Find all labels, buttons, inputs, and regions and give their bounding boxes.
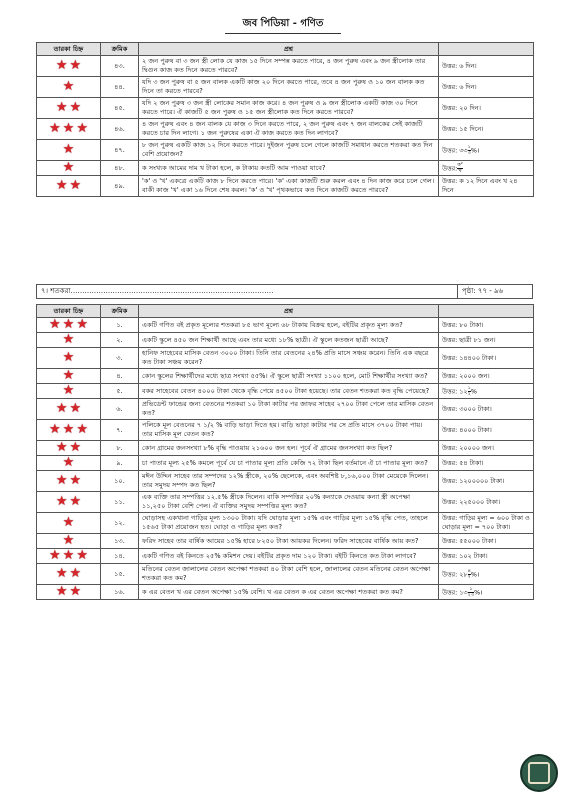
star-icon: ★ [62, 368, 75, 383]
fraction-numerator: ১ [469, 585, 473, 592]
star-rating [37, 492, 101, 513]
question-text: পলিকে মূল বেতনের ৭ ১/২ % বাড়ি ভাড়া দিতে হয়। বাড়ি ভাড়া কাটার পর সে প্রতি মাসে ৩৭০০ টাকা পায়। তার মাসিক মূল বেতন কত? [139, 420, 439, 441]
answer-text [439, 140, 534, 161]
fraction-numerator: ক² [457, 161, 463, 168]
star-icon: ★ [55, 584, 68, 599]
star-rating [37, 513, 101, 534]
serial-number: ৮. [101, 441, 139, 456]
question-text: ২ জন পুরুষ বা ৩ জন স্ত্রী লোক যে কাজ ১৫ দিনে সম্পন্ন করতে পারে, ৪ জন পুরুষ এবং ৯ জন স্ত্রীলোক তার দ্বিগুন কাজ কত দিনে করতে পারবে? [139, 56, 439, 77]
fraction-denominator: ৭ [467, 573, 471, 580]
table-row [37, 585, 534, 600]
answer-text: উত্তর: ৩০০০ টাকা। [439, 399, 534, 420]
table-row [37, 119, 534, 140]
header-serial: ক্রমিক [101, 43, 139, 56]
answer-text: উত্তর: ২০০০ জন। [439, 369, 534, 384]
star-icon: ★ [49, 121, 61, 136]
star-rating [37, 399, 101, 420]
serial-number: ৪৪. [101, 77, 139, 98]
star-rating [37, 420, 101, 441]
table-row [37, 318, 534, 333]
star-rating [37, 56, 101, 77]
header-question: প্রশ্ন [139, 43, 439, 56]
question-text: ৮ জন পুরুষ একটি কাজ ১২ দিনে করতে পারে। দুইজন পুরুষ চলে গেলে কাজটি সমাধান করতে শতকরা কত দিন বেশি প্রয়োজন? [139, 140, 439, 161]
star-icon: ★ [69, 401, 82, 416]
table-row [37, 369, 534, 384]
fraction-denominator: ২৩ [467, 591, 475, 598]
star-icon: ★ [49, 548, 61, 563]
answer-fraction [457, 163, 463, 174]
answer-text: উত্তর: ১৫ দিনে। [439, 119, 534, 140]
star-icon: ★ [55, 58, 68, 73]
star-icon: ★ [69, 100, 82, 115]
serial-number: ৪৬. [101, 119, 139, 140]
table-row [37, 140, 534, 161]
serial-number: ৪৯. [101, 176, 139, 197]
star-rating [37, 333, 101, 348]
fraction-denominator: ৩ [467, 149, 471, 156]
answer-text: উত্তর: ৮০ টাকা। [439, 318, 534, 333]
page-title: জব পিডিয়া - গণিত [242, 18, 324, 29]
star-rating [37, 534, 101, 549]
star-rating [37, 140, 101, 161]
question-text: বকর সাহেবের বেতন ৪০০০ টাকা থেকে বৃদ্ধি পেয়ে ৪৫০০ টাকা হয়েছে। তার বেতন শতকরা কত বৃদ্ধি পেয়েছে? [139, 384, 439, 399]
star-icon: ★ [62, 422, 75, 437]
question-text: যদি ৩ জন পুরুষ বা ৫ জন বালক একটি কাজ ২০ দিনে করতে পারে, তবে ৪ জন পুরুষ ও ১০ জন বালক কত দিনে তা করতে পারবে? [139, 77, 439, 98]
star-icon: ★ [55, 440, 68, 455]
serial-number: ৪৩. [101, 56, 139, 77]
answer-text: উত্তর: ২২৫০০০ টাকা। [439, 492, 534, 513]
table-row [37, 399, 534, 420]
star-icon: ★ [55, 401, 68, 416]
answer-text: উত্তর: ৪০০০ টাকা। [439, 420, 534, 441]
question-text: ৪ জন পুরুষ এবং ৪ জন বালক যে কাজ ৩ দিনে করতে পারে, ২ জন পুরুষ এবং ৭ জন বালকের সেই কাজটি করতে চার দিন লাগে। ১ জন পুরুষের একা ঐ কাজ করতে কত দিন লাগবে? [139, 119, 439, 140]
answer-text [439, 384, 534, 399]
star-icon: ★ [62, 515, 75, 530]
question-text: কোন গ্রামের জনসংখ্যা ৮% বৃদ্ধি পাওয়ায় ২১৬০০ জন হল। পূর্বে ঐ গ্রামের জনসংখ্যা কত ছিল? [139, 441, 439, 456]
star-rating [37, 348, 101, 369]
star-icon: ★ [62, 317, 75, 332]
header-question: প্রশ্ন [139, 305, 439, 318]
answer-text: উত্তর: ১৪৪০০ টাকা। [439, 348, 534, 369]
question-text: একটি গণিত বই প্রকৃত মূল্যের শতকরা ৮৫ ভাগ মূল্যে ৬৮ টাকায় বিক্রয় হলে, বইটির প্রকৃত মূল্য কত? [139, 318, 439, 333]
serial-number: ৬. [101, 399, 139, 420]
answer-text: উত্তর: গাড়ির মূল্য = ৬০০ টাকা ও ঘোড়ার মূল্য = ৭০০ টাকা। [439, 513, 534, 534]
serial-number: ১৩. [101, 534, 139, 549]
table-row [37, 176, 534, 197]
table-row [37, 161, 534, 176]
answer-text: উত্তর: ১০২ টাকা। [439, 549, 534, 564]
star-rating [37, 176, 101, 197]
section-title: ৭। শতকরা…………………………………………………………………………… [41, 287, 274, 295]
star-icon: ★ [55, 473, 68, 488]
table-row [37, 56, 534, 77]
star-rating [37, 456, 101, 471]
title-underline [225, 33, 341, 34]
answer-prefix: উত্তর: ২৮ [442, 570, 468, 578]
serial-number: ৭. [101, 420, 139, 441]
star-icon: ★ [76, 422, 88, 437]
star-icon: ★ [69, 440, 82, 455]
question-text: ঘোড়াসহ একখানা গাড়ির মূল্য ১৩০০ টাকা। যদি ঘোড়ার মূল্য ১৫% এবং গাড়ির মূল্য ১৫% বৃদ্ধি পেত, তাহলে ১৫৬৫ টাকা প্রয়োজন হত। ঘোড়া ও গাড়ির মূল্য কত? [139, 513, 439, 534]
serial-number: ৪৮. [101, 161, 139, 176]
table-row [37, 77, 534, 98]
star-icon: ★ [49, 317, 61, 332]
section-pages: পৃষ্ঠা: ৭৭ - ৯৬ [457, 285, 534, 298]
answer-suffix: %। [470, 146, 480, 154]
question-text: 'ক' ও 'খ' একত্রে একটি কাজ ৮ দিনে করতে পারে। 'ক' একা কাজটি শুরু করল এবং ৪ দিন কাজ করে চলে গেল। বাকী কাজ 'খ' একা ১৬ দিনে শেষ করল। 'ক' ও 'খ' পৃথকভাবে কত দিনে কাজটি করতে পারবে? [139, 176, 439, 197]
table-header [37, 305, 534, 318]
serial-number: ৩. [101, 348, 139, 369]
star-rating [37, 161, 101, 176]
star-icon: ★ [62, 383, 75, 398]
table-header [37, 43, 534, 56]
question-text: চা পাতার মূল্য ২৫% কমলে পূর্বে যে চা পাতার মূল্য প্রতি কেজি ৭২ টাকা ছিল বর্তমানে ঐ চা পাতার মূল্য কত? [139, 456, 439, 471]
serial-number: ৫. [101, 384, 139, 399]
star-icon: ★ [76, 548, 88, 563]
serial-number: ১১. [101, 492, 139, 513]
serial-number: ১৪. [101, 549, 139, 564]
star-rating [37, 441, 101, 456]
answer-text: উত্তর: ছাত্রী ৮১ জন। [439, 333, 534, 348]
fraction-denominator: ২ [467, 390, 471, 397]
star-icon: ★ [69, 178, 82, 193]
star-icon: ★ [62, 548, 75, 563]
table-row [37, 492, 534, 513]
table-row [37, 471, 534, 492]
serial-number: ১২. [101, 513, 139, 534]
question-text: মঈন উদ্দিন সাহেব তার সম্পদের ১২% স্ত্রীকে, ২০% ছেলেকে, এবং অবশিষ্ট ৮,১৬,০০০ টাকা মেয়েকে দিলেন। তার সমুদয় সম্পদ কত ছিল? [139, 471, 439, 492]
serial-number: ১৬. [101, 585, 139, 600]
answer-text [439, 161, 534, 176]
star-rating [37, 98, 101, 119]
serial-number: ১০. [101, 471, 139, 492]
header-answer [439, 305, 534, 318]
question-text: প্রভিডেন্ট ফান্ডের জন্য বেতনের শতকরা ১০ টাকা কাটার পর জাফর সাহেব ২৭০০ টাকা পেলে তার মাসিক বেতন কত? [139, 399, 439, 420]
table-row [37, 456, 534, 471]
star-icon: ★ [55, 494, 68, 509]
answer-prefix: উত্তর: ১৩ [442, 588, 468, 596]
section-heading [36, 284, 533, 299]
star-rating [37, 77, 101, 98]
answer-prefix: উত্তর: [442, 164, 458, 172]
star-icon: ★ [62, 455, 75, 470]
star-rating [37, 119, 101, 140]
question-text: হানিফ সাহেবের মাসিক বেতন ৩০০০ টাকা। তিনি তার বেতনের ২৪% প্রতি মাসে সঞ্চয় করেন। তিনি এক বছরে কত টাকা সঞ্চয় করেন? [139, 348, 439, 369]
star-icon: ★ [62, 79, 75, 94]
star-rating [37, 585, 101, 600]
table-row [37, 564, 534, 585]
star-icon: ★ [55, 178, 68, 193]
serial-number: ১. [101, 318, 139, 333]
answer-text: উত্তর: ৬ দিন। [439, 56, 534, 77]
jobpedia-logo-icon [520, 754, 558, 792]
table-work-problems [36, 42, 534, 197]
star-icon: ★ [62, 350, 75, 365]
serial-number: ৪৫. [101, 98, 139, 119]
star-rating [37, 384, 101, 399]
question-text: যদি ২ জন পুরুষ ৩ জন স্ত্রী লোকের সমান কাজ করে। ৪ জন পুরুষ ও ৯ জন স্ত্রীলোক একটি কাজ ৩০ দিনে করতে পারে। ঐ কাজটি ৫ জন পুরুষ ও ১৫ জন স্ত্রীলোক কত দিনে করতে পারবে? [139, 98, 439, 119]
star-icon: ★ [62, 332, 75, 347]
answer-text [439, 585, 534, 600]
answer-suffix: %। [474, 588, 483, 596]
question-text: একটি গণিত বই কিনতে ২৫% কমিশন দেয়। বইটির প্রকৃত দাম ১২০ টাকা। বইটি কিনতে কত টাকা লাগবে? [139, 549, 439, 564]
question-text: কোন স্কুলের শিক্ষার্থীদের মধ্যে ছাত্র সংখ্যা ৫৫%। ঐ স্কুলে ছাত্রী সংখ্যা ১১০০ হলে, মোট শিক্ষার্থীর সংখ্যা কত? [139, 369, 439, 384]
answer-prefix: উত্তর: ১২ [442, 387, 468, 395]
fraction-numerator: ৪ [467, 567, 471, 574]
star-icon: ★ [69, 58, 82, 73]
answer-text: উত্তর: ২০০০০ জন। [439, 441, 534, 456]
star-rating [37, 549, 101, 564]
star-icon: ★ [62, 160, 75, 175]
question-text: ক এর বেতন খ এর বেতন অপেক্ষা ১৫% বেশি। খ এর বেতন ক এর বেতন অপেক্ষা শতকরা কত কম? [139, 585, 439, 600]
star-rating [37, 564, 101, 585]
table-row [37, 333, 534, 348]
fraction-numerator: ১ [467, 384, 471, 391]
header-serial: ক্রমিক [101, 305, 139, 318]
question-text: এক ব্যক্তি তার সম্পত্তির ১২.৫% স্ত্রীকে দিলেন। বাকি সম্পত্তির ২০% কন্যাকে দেওয়ায় কন্যা স্ত্রী অপেক্ষা ১১,২৫০ টাকা বেশি পেল। ঐ ব্যক্তির সমুদয় সম্পত্তির মূল্য কত? [139, 492, 439, 513]
star-rating [37, 369, 101, 384]
serial-number: ২. [101, 333, 139, 348]
table-row [37, 549, 534, 564]
star-icon: ★ [76, 121, 88, 136]
star-icon: ★ [55, 100, 68, 115]
star-icon: ★ [69, 473, 82, 488]
answer-text: উত্তর: ২০ দিন। [439, 98, 534, 119]
table-row [37, 513, 534, 534]
serial-number: ৪. [101, 369, 139, 384]
star-icon: ★ [49, 422, 61, 437]
star-rating [37, 471, 101, 492]
answer-text: উত্তর: ৬ দিন। [439, 77, 534, 98]
star-icon: ★ [69, 566, 82, 581]
table-row [37, 441, 534, 456]
answer-text [439, 564, 534, 585]
answer-text: উত্তর: ৫৫০০০ টাকা। [439, 534, 534, 549]
answer-text: উত্তর: ৫৪ টাকা। [439, 456, 534, 471]
serial-number: ৯. [101, 456, 139, 471]
fraction-numerator: ১ [467, 143, 471, 150]
header-stars: তারকা চিহ্ন [37, 43, 101, 56]
answer-prefix: উত্তর: ৩৩ [442, 146, 468, 154]
star-icon: ★ [69, 584, 82, 599]
serial-number: ১৫. [101, 564, 139, 585]
table-percentage-problems [36, 304, 534, 600]
star-icon: ★ [62, 121, 75, 136]
star-icon: ★ [62, 533, 75, 548]
answer-text: উত্তর: ক ১২ দিনে এবং খ ২৪ দিনে [439, 176, 534, 197]
star-icon: ★ [55, 566, 68, 581]
answer-suffix: % [470, 387, 477, 395]
question-text: ক সংখ্যক আমের দাম খ টাকা হলে, ক টাকায় কতটি আম পাওয়া যাবে? [139, 161, 439, 176]
star-icon: ★ [62, 142, 75, 157]
serial-number: ৪৭. [101, 140, 139, 161]
table-row [37, 420, 534, 441]
question-text: একটি স্কুলে ৪৫০ জন শিক্ষার্থী আছে এবং তার মধ্যে ১৮% ছাত্রী। ঐ স্কুলে কতজন ছাত্রী আছে? [139, 333, 439, 348]
table-row [37, 534, 534, 549]
answer-text: উত্তর: ১২০০০০০ টাকা। [439, 471, 534, 492]
question-text: মতিনের বেতন জালালের বেতন অপেক্ষা শতকরা ৪০ টাকা বেশি হলে, জালালের বেতন মতিনের বেতন অপেক্ষা শতকরা কত কম? [139, 564, 439, 585]
table-row [37, 384, 534, 399]
header-answer [439, 43, 534, 56]
star-icon: ★ [69, 494, 82, 509]
star-rating [37, 318, 101, 333]
answer-suffix: %। [470, 570, 480, 578]
star-icon: ★ [76, 317, 88, 332]
question-text: ফরিদ সাহেব তার বার্ষিক আয়ের ১৫% হারে ৮২৫০ টাকা আয়কর দিলেন। ফরিদ সাহেবের বার্ষিক আয় কত? [139, 534, 439, 549]
fraction-denominator: খ [458, 167, 462, 174]
table-row [37, 348, 534, 369]
table-row [37, 98, 534, 119]
header-stars: তারকা চিহ্ন [37, 305, 101, 318]
